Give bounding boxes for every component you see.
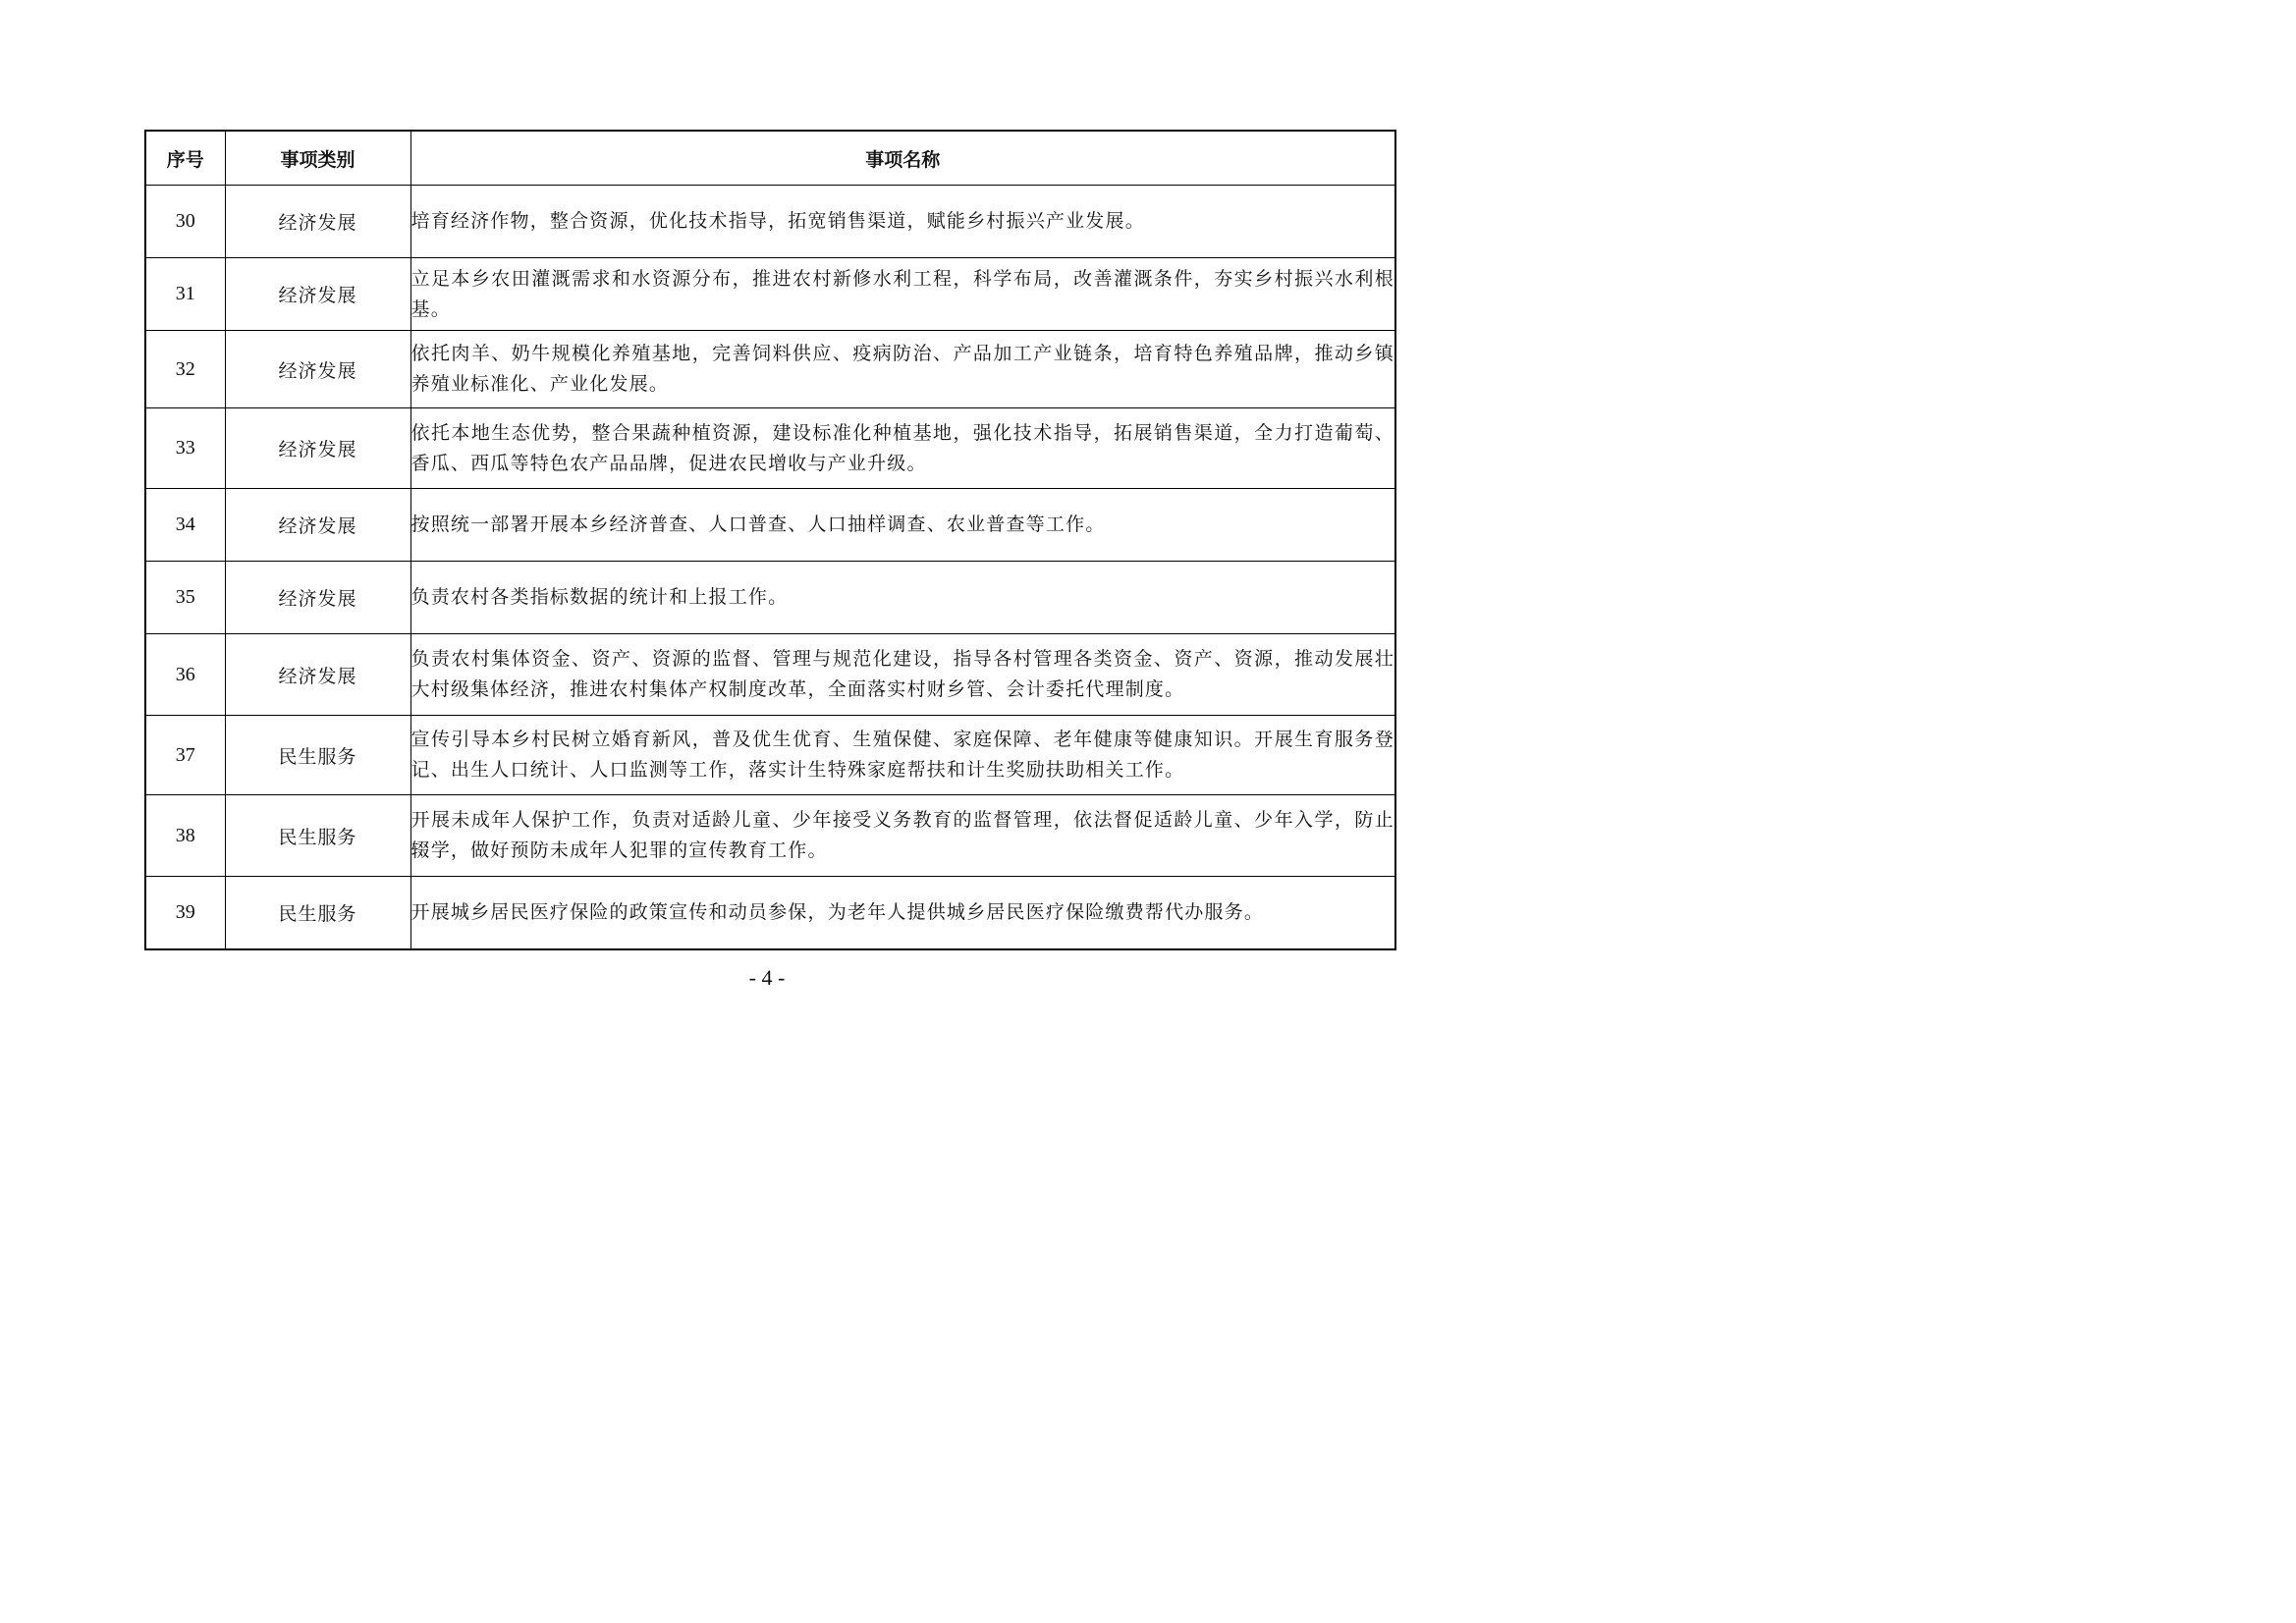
row-num: 39 [145, 877, 225, 949]
row-name: 依托肉羊、奶牛规模化养殖基地，完善饲料供应、疫病防治、产品加工产业链条，培育特色养殖品牌，推动乡镇养殖业标准化、产业化发展。 [410, 331, 1395, 408]
row-category: 经济发展 [225, 562, 410, 634]
row-name: 按照统一部署开展本乡经济普查、人口普查、人口抽样调查、农业普查等工作。 [410, 489, 1395, 562]
header-row [145, 131, 1395, 186]
table-header [145, 131, 1395, 186]
table-row [145, 408, 1395, 489]
row-category: 经济发展 [225, 258, 410, 331]
table-row [145, 795, 1395, 877]
row-num: 33 [145, 408, 225, 489]
row-category: 民生服务 [225, 877, 410, 949]
row-num: 34 [145, 489, 225, 562]
row-name: 负责农村各类指标数据的统计和上报工作。 [410, 562, 1395, 634]
row-category: 经济发展 [225, 408, 410, 489]
table-row [145, 331, 1395, 408]
table-row [145, 877, 1395, 949]
row-num: 38 [145, 795, 225, 877]
row-name: 依托本地生态优势，整合果蔬种植资源，建设标准化种植基地，强化技术指导，拓展销售渠道，全力打造葡萄、香瓜、西瓜等特色农产品品牌，促进农民增收与产业升级。 [410, 408, 1395, 489]
header-num: 序号 [145, 131, 225, 186]
row-category: 经济发展 [225, 331, 410, 408]
row-name: 开展城乡居民医疗保险的政策宣传和动员参保，为老年人提供城乡居民医疗保险缴费帮代办服务。 [410, 877, 1395, 949]
table-row [145, 562, 1395, 634]
row-category: 经济发展 [225, 186, 410, 258]
header-category: 事项类别 [225, 131, 410, 186]
row-category: 经济发展 [225, 634, 410, 716]
row-num: 37 [145, 716, 225, 795]
row-num: 31 [145, 258, 225, 331]
row-name: 培育经济作物，整合资源，优化技术指导，拓宽销售渠道，赋能乡村振兴产业发展。 [410, 186, 1395, 258]
table-row [145, 634, 1395, 716]
table-row [145, 489, 1395, 562]
page-number: - 4 - [748, 965, 786, 990]
row-num: 35 [145, 562, 225, 634]
table-row [145, 186, 1395, 258]
items-table [144, 130, 1396, 950]
row-name: 立足本乡农田灌溉需求和水资源分布，推进农村新修水利工程，科学布局，改善灌溉条件，夯实乡村振兴水利根基。 [410, 258, 1395, 331]
row-name: 负责农村集体资金、资产、资源的监督、管理与规范化建设，指导各村管理各类资金、资产、资源，推动发展壮大村级集体经济，推进农村集体产权制度改革，全面落实村财乡管、会计委托代理制度。 [410, 634, 1395, 716]
row-num: 36 [145, 634, 225, 716]
row-num: 32 [145, 331, 225, 408]
row-name: 宣传引导本乡村民树立婚育新风，普及优生优育、生殖保健、家庭保障、老年健康等健康知识。开展生育服务登记、出生人口统计、人口监测等工作，落实计生特殊家庭帮扶和计生奖励扶助相关工作。 [410, 716, 1395, 795]
row-num: 30 [145, 186, 225, 258]
row-name: 开展未成年人保护工作，负责对适龄儿童、少年接受义务教育的监督管理，依法督促适龄儿童、少年入学，防止辍学，做好预防未成年人犯罪的宣传教育工作。 [410, 795, 1395, 877]
table-body [145, 186, 1395, 949]
table-row [145, 258, 1395, 331]
row-category: 民生服务 [225, 716, 410, 795]
header-name: 事项名称 [410, 131, 1395, 186]
row-category: 经济发展 [225, 489, 410, 562]
table-row [145, 716, 1395, 795]
row-category: 民生服务 [225, 795, 410, 877]
